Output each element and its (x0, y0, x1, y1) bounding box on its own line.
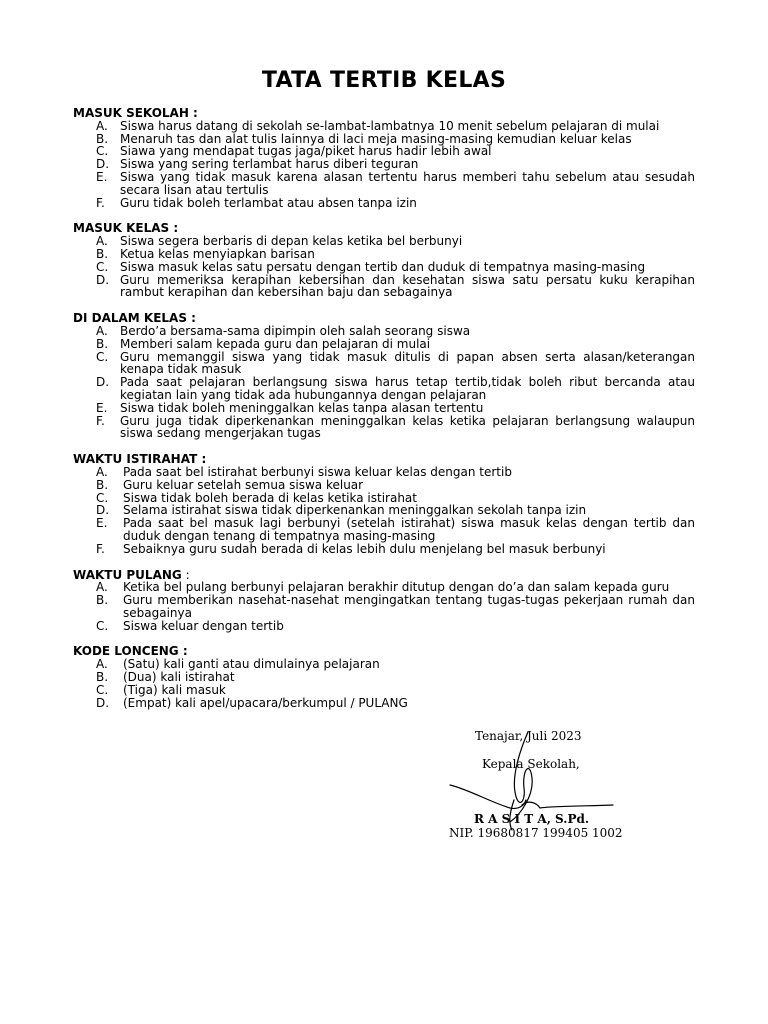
list-item (73, 697, 695, 710)
item-letter: D. (96, 272, 110, 287)
list-item (73, 261, 695, 274)
section-heading-text: WAKTU PULANG (73, 567, 182, 582)
document-title: TATA TERTIB KELAS (261, 68, 507, 93)
list-item (73, 543, 695, 556)
item-letter: C. (96, 144, 109, 159)
section-masuk-sekolah (73, 107, 695, 209)
item-letter: E. (96, 516, 108, 531)
item-letter: D. (96, 503, 110, 518)
rule-list (73, 325, 695, 440)
item-text: Pada saat pelajaran berlangsung siswa harus tetap tertib,tidak boleh ribut bercanda atau kegiatan lain yang tidak ada hubungannya dengan pelajaran (120, 375, 695, 402)
list-item (73, 325, 695, 338)
item-text: Menaruh tas dan alat tulis lainnya di laci meja masing-masing kemudian keluar kelas (120, 131, 632, 146)
list-item (73, 171, 695, 197)
section-waktu-pulang (73, 569, 695, 633)
item-letter: A. (96, 323, 108, 338)
item-text: (Tiga) kali masuk (123, 682, 226, 697)
section-heading: DI DALAM KELAS : (73, 311, 196, 326)
item-text: Ketika bel pulang berbunyi pelajaran berakhir ditutup dengan do’a dan salam kepada guru (123, 580, 670, 595)
section-heading: MASUK KELAS : (73, 221, 179, 236)
section-di-dalam-kelas (73, 312, 695, 440)
section-heading: WAKTU ISTIRAHAT : (73, 452, 207, 467)
item-text: Siswa yang tidak masuk karena alasan tertentu harus memberi tahu sebelum atau sesudah secara lisan atau tertulis (120, 169, 695, 197)
list-item (73, 120, 695, 133)
item-letter: D. (96, 157, 110, 172)
list-item (73, 415, 695, 441)
list-item (73, 479, 695, 492)
item-letter: C. (96, 682, 109, 697)
item-letter: A. (96, 118, 108, 133)
list-item (73, 594, 695, 620)
item-letter: C. (96, 349, 109, 364)
item-text: (Satu) kali ganti atau dimulainya pelajaran (123, 657, 380, 672)
item-text: Selama istirahat siswa tidak diperkenankan meninggalkan sekolah tanpa izin (123, 503, 587, 518)
item-letter: B. (96, 336, 109, 351)
item-text: Siswa yang sering terlambat harus diberi teguran (120, 157, 419, 172)
list-item (73, 274, 695, 300)
item-text: Ketua kelas menyiapkan barisan (120, 246, 315, 261)
item-letter: A. (96, 234, 108, 249)
item-text: Berdo’a bersama-sama dipimpin oleh salah seorang siswa (120, 323, 471, 338)
item-letter: F. (96, 413, 105, 428)
item-letter: A. (96, 580, 108, 595)
rule-list (73, 658, 695, 709)
item-letter: C. (96, 490, 109, 505)
list-item (73, 402, 695, 415)
item-letter: B. (96, 670, 109, 685)
rule-list (73, 581, 695, 632)
item-letter: B. (96, 593, 109, 608)
item-letter: B. (96, 477, 109, 492)
section-masuk-kelas (73, 222, 695, 299)
signer-role: Kepala Sekolah, (482, 757, 580, 771)
item-letter: A. (96, 657, 108, 672)
item-text: Guru juga tidak diperkenankan meninggalkan kelas ketika pelajaran berlangsung walaupun siswa sedang mengerjakan tugas (120, 413, 695, 441)
list-item (73, 248, 695, 261)
rule-list (73, 120, 695, 210)
item-letter: C. (96, 618, 109, 633)
section-kode-lonceng (73, 645, 695, 709)
item-text: Siswa harus datang di sekolah se-lambat-lambatnya 10 menit sebelum pelajaran di mulai (120, 118, 660, 133)
handwritten-signature (440, 730, 620, 840)
item-text: Pada saat bel istirahat berbunyi siswa keluar kelas dengan tertib (123, 464, 512, 479)
item-letter: B. (96, 246, 109, 261)
item-letter: D. (96, 375, 110, 390)
list-item (73, 351, 695, 377)
item-letter: F. (96, 541, 105, 556)
item-text: Guru memanggil siswa yang tidak masuk ditulis di papan absen serta alasan/keterangan kenapa tidak masuk (120, 349, 695, 377)
place-date: Tenajar, Juli 2023 (475, 729, 582, 743)
item-text: Guru keluar setelah semua siswa keluar (123, 477, 364, 492)
item-letter: A. (96, 464, 108, 479)
item-letter: E. (96, 400, 108, 415)
item-text: Siswa keluar dengan tertib (123, 618, 284, 633)
item-letter: D. (96, 695, 110, 710)
item-text: Pada saat bel masuk lagi berbunyi (setelah istirahat) siswa masuk kelas dengan tertib dan duduk dengan tenang di tempatnya masing-masing (123, 516, 695, 543)
list-item (73, 338, 695, 351)
item-letter: F. (96, 195, 105, 210)
rule-list (73, 235, 695, 299)
section-heading: KODE LONCENG : (73, 644, 188, 659)
list-item (73, 517, 695, 543)
item-letter: E. (96, 169, 108, 184)
rules-content (73, 107, 695, 722)
list-item (73, 376, 695, 402)
section-waktu-istirahat (73, 453, 695, 555)
item-letter: B. (96, 131, 109, 146)
item-text: Siawa yang mendapat tugas jaga/piket harus hadir lebih awal (120, 144, 492, 159)
item-text: Siswa segera berbaris di depan kelas ketika bel berbunyi (120, 234, 463, 249)
list-item (73, 620, 695, 633)
item-text: Siswa tidak boleh meninggalkan kelas tanpa alasan tertentu (120, 400, 484, 415)
item-text: Siswa tidak boleh berada di kelas ketika istirahat (123, 490, 417, 505)
list-item (73, 197, 695, 210)
section-heading-suffix: : (181, 567, 190, 582)
signer-nip: NIP. 19680817 199405 1002 (449, 826, 623, 840)
item-text: Memberi salam kepada guru dan pelajaran di mulai (120, 336, 431, 351)
item-text: Siswa masuk kelas satu persatu dengan tertib dan duduk di tempatnya masing-masing (120, 259, 646, 274)
rule-list (73, 466, 695, 556)
item-text: (Dua) kali istirahat (123, 670, 235, 685)
item-letter: C. (96, 259, 109, 274)
list-item (73, 671, 695, 684)
item-text: Guru memeriksa kerapihan kebersihan dan kesehatan siswa satu persatu kuku kerapihan rambut kerapihan dan kebersihan baju dan sebagainya (120, 272, 695, 300)
item-text: Sebaiknya guru sudah berada di kelas lebih dulu menjelang bel masuk berbunyi (123, 541, 606, 556)
item-text: (Empat) kali apel/upacara/berkumpul / PULANG (123, 695, 408, 710)
list-item (73, 684, 695, 697)
list-item (73, 466, 695, 479)
item-text: Guru memberikan nasehat-nasehat mengingatkan tentang tugas-tugas pekerjaan rumah dan sebagainya (123, 593, 695, 620)
item-text: Guru tidak boleh terlambat atau absen tanpa izin (120, 195, 417, 210)
signer-name: R A S I T A, S.Pd. (474, 812, 590, 826)
section-heading: MASUK SEKOLAH : (73, 106, 198, 120)
